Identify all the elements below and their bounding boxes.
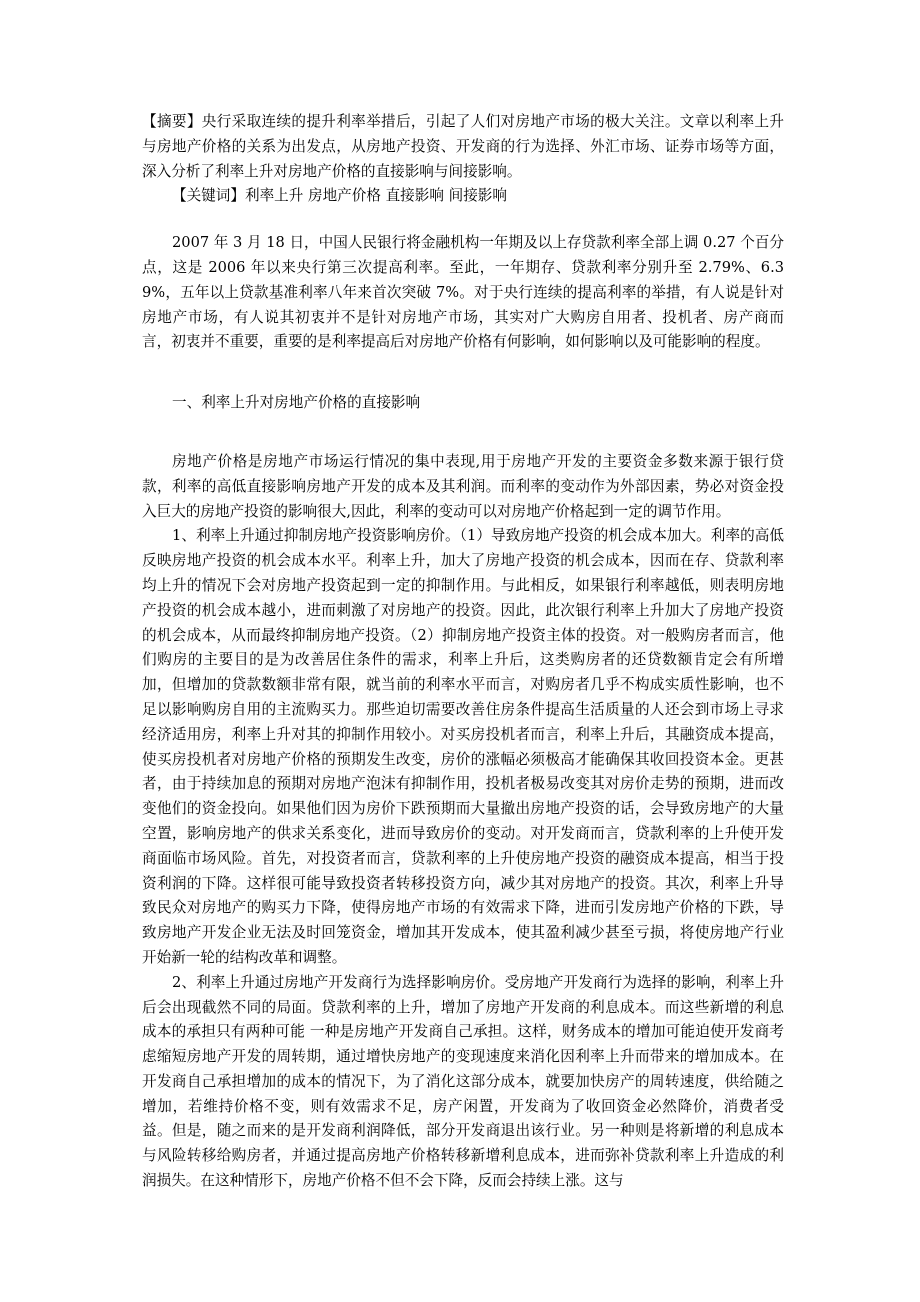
document-page	[142, 110, 784, 1194]
section-heading: 一、利率上升对房地产价格的直接影响	[172, 394, 421, 412]
intro-paragraph: 2007 年 3 月 18 日，中国人民银行将金融机构一年期及以上存贷款利率全部上调 0.27 个百分点，这是 2006 年以来央行第三次提高利率。至此，一年期存、贷款利率分别升至 2.79%、6.39%，五年以上贷款基准利率八年来首次突破 7%。对于央行连续的提高利率的举措，有人说是针对房地产市场，有人说其初衷并不是针对房地产市场，其实对广大购房自用者、投机者、房产商而言，初衷并不重要，重要的是利率提高后对房地产价格有何影响，如何影响以及可能影响的程度。	[142, 234, 784, 351]
body-paragraph: 2、利率上升通过房地产开发商行为选择影响房价。受房地产开发商行为选择的影响，利率上升后会出现截然不同的局面。贷款利率的上升，增加了房地产开发商的利息成本。而这些新增的利息成本的承担只有两种可能 一种是房地产开发商自己承担。这样，财务成本的增加可能迫使开发商考虑缩短房地产开发的周转期，通过增快房地产的变现速度来消化因利率上升而带来的增加成本。在开发商自己承担增加的成本的情况下，为了消化这部分成本，就要加快房产的周转速度，供给随之增加，若维持价格不变，则有效需求不足，房产闲置，开发商为了收回资金必然降价，消费者受益。但是，随之而来的是开发商利润降低，部分开发商退出该行业。另一种则是将新增的利息成本与风险转移给购房者，并通过提高房地产价格转移新增利息成本，进而弥补贷款利率上升造成的利润损失。在这种情形下，房地产价格不但不会下降，反而会持续上涨。这与	[142, 973, 784, 1190]
spacer	[142, 209, 784, 231]
keywords-line: 【关键词】利率上升 房地产价格 直接影响 间接影响	[172, 187, 507, 205]
abstract-paragraph: 【摘要】央行采取连续的提升利率举措后，引起了人们对房地产市场的极大关注。文章以利率上升与房地产价格的关系为出发点，从房地产投资、开发商的行为选择、外汇市场、证券市场等方面，深入分析了利率上升对房地产价格的直接影响与间接影响。	[142, 113, 784, 180]
spacer	[142, 416, 784, 450]
body-paragraph: 1、利率上升通过抑制房地产投资影响房价。（1）导致房地产投资的机会成本加大。利率的高低反映房地产投资的机会成本水平。利率上升，加大了房地产投资的机会成本，因而在存、贷款利率均上升的情况下会对房地产投资起到一定的抑制作用。与此相反，如果银行利率越低，则表明房地产投资的机会成本越小，进而刺激了对房地产的投资。因此，此次银行利率上升加大了房地产投资的机会成本，从而最终抑制房地产投资。（2）抑制房地产投资主体的投资。对一般购房者而言，他们购房的主要目的是为改善居住条件的需求，利率上升后，这类购房者的还贷数额肯定会有所增加，但增加的贷款数额非常有限，就当前的利率水平而言，对购房者几乎不构成实质性影响，也不足以影响购房自用的主流购买力。那些迫切需要改善住房条件提高生活质量的人还会到市场上寻求经济适用房，利率上升对其的抑制作用较小。对买房投机者而言，利率上升后，其融资成本提高，使买房投机者对房地产价格的预期发生改变，房价的涨幅必须极高才能确保其收回投资本金。更甚者，由于持续加息的预期对房地产泡沫有抑制作用，投机者极易改变其对房价走势的预期，进而改变他们的资金投向。如果他们因为房价下跌预期而大量撤出房地产投资的话，会导致房地产的大量空置，影响房地产的供求关系变化，进而导致房价的变动。对开发商而言，贷款利率的上升使开发商面临市场风险。首先，对投资者而言，贷款利率的上升使房地产投资的融资成本提高，相当于投资利润的下降。这样很可能导致投资者转移投资方向，减少其对房地产的投资。其次，利率上升导致民众对房地产的购买力下降，使得房地产市场的有效需求下降，进而引发房地产价格的下跌，导致房地产开发企业无法及时回笼资金，增加其开发成本，使其盈利减少甚至亏损，将使房地产行业开始新一轮的结构改革和调整。	[142, 527, 784, 966]
spacer	[142, 355, 784, 391]
body-paragraph: 房地产价格是房地产市场运行情况的集中表现,用于房地产开发的主要资金多数来源于银行贷款，利率的高低直接影响房地产开发的成本及其利润。而利率的变动作为外部因素，势必对资金投入巨大的房地产投资的影响很大,因此，利率的变动可以对房地产价格起到一定的调节作用。	[142, 452, 784, 520]
